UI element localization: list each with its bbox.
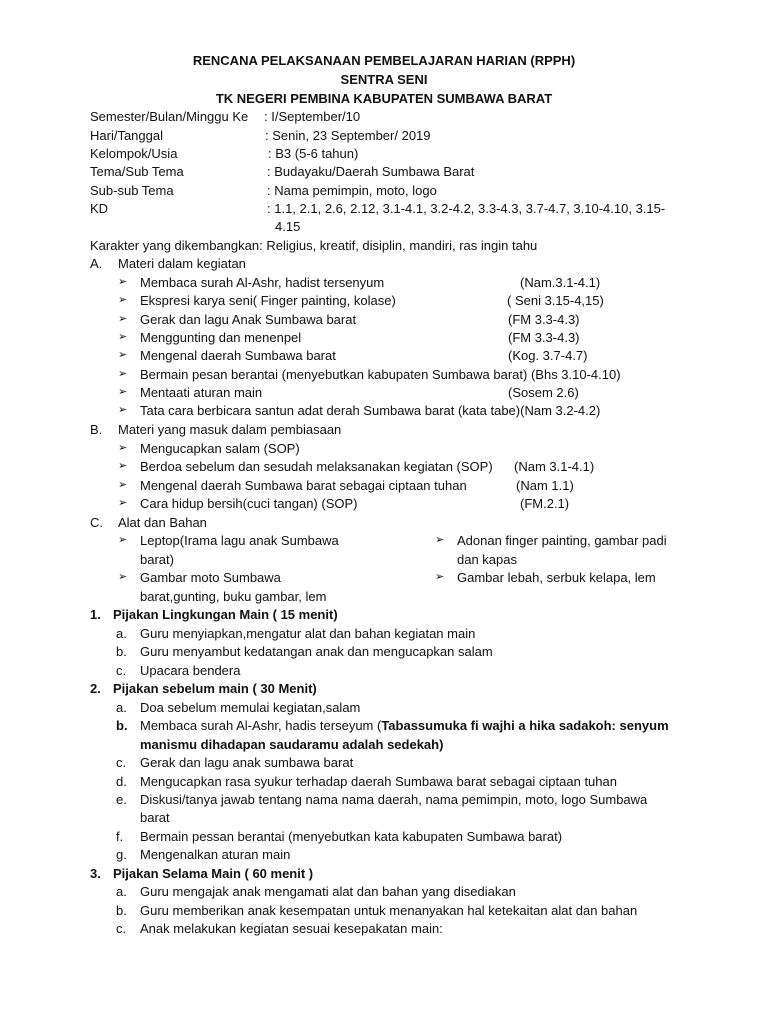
item-letter: a. (116, 700, 127, 715)
arrow-bullet-icon: ➢ (118, 404, 128, 416)
step-2-title: Pijakan sebelum main ( 30 Menit) (113, 681, 317, 696)
identity-value: : Senin, 23 September/ 2019 (265, 128, 431, 143)
item-letter: g. (116, 847, 127, 862)
identity-label: Tema/Sub Tema (90, 164, 184, 179)
doc-title: RENCANA PELAKSANAAN PEMBELAJARAN HARIAN (RPPH) (192, 53, 576, 68)
arrow-bullet-icon: ➢ (118, 442, 128, 454)
item-code: (Nam 1.1) (516, 478, 574, 493)
item-text: Upacara bendera (140, 663, 241, 678)
item-letter: c. (116, 663, 127, 678)
identity-value: : I/September/10 (264, 109, 361, 124)
identity-value: : Nama pemimpin, moto, logo (267, 183, 437, 198)
item-text: barat) (140, 552, 174, 567)
item-text: Membaca surah Al-Ashr, hadis terseyum (Tabassumuka fi wajhi a hika sadakoh: senyum (140, 718, 669, 733)
step-2-number: 2. (90, 681, 101, 696)
arrow-bullet-icon: ➢ (118, 313, 128, 325)
item-letter: a. (116, 626, 127, 641)
arrow-bullet-icon: ➢ (435, 571, 445, 583)
item-text: Tata cara berbicara santun adat derah Sumbawa barat (kata tabe)(Nam 3.2-4.2) (140, 403, 601, 418)
arrow-bullet-icon: ➢ (118, 534, 128, 546)
item-text: barat (140, 810, 170, 825)
item-text: Bermain pessan berantai (menyebutkan kata kabupaten Sumbawa barat) (140, 829, 563, 844)
item-letter: b. (116, 644, 127, 659)
karakter-line: Karakter yang dikembangkan: Religius, kreatif, disiplin, mandiri, ras ingin tahu (90, 238, 538, 253)
item-text: Menggunting dan menenpel (140, 330, 302, 345)
item-text: Doa sebelum memulai kegiatan,salam (140, 700, 361, 715)
identity-label: Sub-sub Tema (90, 183, 174, 198)
arrow-bullet-icon: ➢ (118, 349, 128, 361)
arrow-bullet-icon: ➢ (435, 534, 445, 546)
section-b-letter: B. (90, 422, 103, 437)
section-a-title: Materi dalam kegiatan (118, 256, 246, 271)
arrow-bullet-icon: ➢ (118, 460, 128, 472)
identity-value: : 1.1, 2.1, 2.6, 2.12, 3.1-4.1, 3.2-4.2, 3.3-4.3, 3.7-4.7, 3.10-4.10, 3.15- (267, 201, 666, 216)
step-1-number: 1. (90, 607, 101, 622)
item-text: Mengenalkan aturan main (140, 847, 291, 862)
arrow-bullet-icon: ➢ (118, 368, 128, 380)
step-3-number: 3. (90, 866, 101, 881)
item-text: Gambar moto Sumbawa (140, 570, 281, 585)
arrow-bullet-icon: ➢ (118, 386, 128, 398)
doc-subtitle-school: TK NEGERI PEMBINA KABUPATEN SUMBAWA BARAT (215, 91, 553, 106)
item-text: Adonan finger painting, gambar padi (457, 533, 667, 548)
item-letter: d. (116, 774, 127, 789)
item-code: (Sosem 2.6) (508, 385, 579, 400)
item-code: (FM 3.3-4.3) (508, 312, 580, 327)
identity-label: Kelompok/Usia (90, 146, 178, 161)
item-text: Mengenal daerah Sumbawa barat sebagai ciptaan tuhan (140, 478, 467, 493)
arrow-bullet-icon: ➢ (118, 497, 128, 509)
item-letter: f. (116, 829, 124, 844)
item-text-bold: manismu dihadapan saudaramu adalah sedekah) (140, 737, 444, 752)
item-text: barat,gunting, buku gambar, lem (140, 589, 327, 604)
identity-label: KD (90, 201, 109, 216)
item-text: Berdoa sebelum dan sesudah melaksanakan kegiatan (SOP) (140, 459, 493, 474)
item-text: dan kapas (457, 552, 517, 567)
identity-label: Hari/Tanggal (90, 128, 163, 143)
item-text: Mengucapkan salam (SOP) (140, 441, 300, 456)
kd-continuation: 4.15 (275, 219, 301, 234)
step-1-title: Pijakan Lingkungan Main ( 15 menit) (113, 607, 338, 622)
item-text: Guru menyiapkan,mengatur alat dan bahan kegiatan main (140, 626, 476, 641)
item-text: Leptop(Irama lagu anak Sumbawa (140, 533, 339, 548)
item-code: ( Seni 3.15-4,15) (507, 293, 604, 308)
item-text: Diskusi/tanya jawab tentang nama nama daerah, nama pemimpin, moto, logo Sumbawa (140, 792, 648, 807)
item-code: (FM.2.1) (520, 496, 570, 511)
item-letter: b. (116, 903, 127, 918)
item-text: Cara hidup bersih(cuci tangan) (SOP) (140, 496, 358, 511)
section-c-letter: C. (90, 515, 103, 530)
item-text: Mengucapkan rasa syukur terhadap daerah Sumbawa barat sebagai ciptaan tuhan (140, 774, 617, 789)
arrow-bullet-icon: ➢ (118, 276, 128, 288)
doc-subtitle-sentra: SENTRA SENI (340, 72, 428, 87)
item-text: Guru menyambut kedatangan anak dan mengucapkan salam (140, 644, 493, 659)
item-code: (FM 3.3-4.3) (508, 330, 580, 345)
item-letter: c. (116, 755, 127, 770)
item-text: Guru mengajak anak mengamati alat dan bahan yang disediakan (140, 884, 516, 899)
arrow-bullet-icon: ➢ (118, 479, 128, 491)
identity-label: Semester/Bulan/Minggu Ke (90, 109, 249, 124)
item-code: (Nam.3.1-4.1) (520, 275, 601, 290)
item-code: (Nam 3.1-4.1) (514, 459, 595, 474)
item-text: Membaca surah Al-Ashr, hadist tersenyum (140, 275, 385, 290)
item-letter: a. (116, 884, 127, 899)
identity-value: : B3 (5-6 tahun) (268, 146, 359, 161)
item-text: Gerak dan lagu Anak Sumbawa barat (140, 312, 357, 327)
item-text: Bermain pesan berantai (menyebutkan kabupaten Sumbawa barat) (Bhs 3.10-4.10) (140, 367, 621, 382)
item-text-bold: Tabassumuka fi wajhi a hika sadakoh: senyum (381, 718, 669, 733)
item-text: Anak melakukan kegiatan sesuai kesepakatan main: (140, 921, 443, 936)
item-text: Mengenal daerah Sumbawa barat (140, 348, 336, 363)
identity-value: : Budayaku/Daerah Sumbawa Barat (267, 164, 475, 179)
section-a-letter: A. (90, 256, 103, 271)
item-text: Gerak dan lagu anak sumbawa barat (140, 755, 354, 770)
item-text: Ekspresi karya seni( Finger painting, kolase) (140, 293, 396, 308)
section-b-title: Materi yang masuk dalam pembiasaan (118, 422, 342, 437)
step-3-title: Pijakan Selama Main ( 60 menit ) (113, 866, 314, 881)
section-c-title: Alat dan Bahan (118, 515, 207, 530)
item-text: Guru memberikan anak kesempatan untuk menanyakan hal ketekaitan alat dan bahan (140, 903, 638, 918)
arrow-bullet-icon: ➢ (118, 571, 128, 583)
item-letter: c. (116, 921, 127, 936)
arrow-bullet-icon: ➢ (118, 294, 128, 306)
item-letter: b. (116, 718, 128, 733)
item-text: Mentaati aturan main (140, 385, 263, 400)
item-letter: e. (116, 792, 127, 807)
item-text: Gambar lebah, serbuk kelapa, lem (457, 570, 656, 585)
arrow-bullet-icon: ➢ (118, 331, 128, 343)
item-code: (Kog. 3.7-4.7) (508, 348, 588, 363)
